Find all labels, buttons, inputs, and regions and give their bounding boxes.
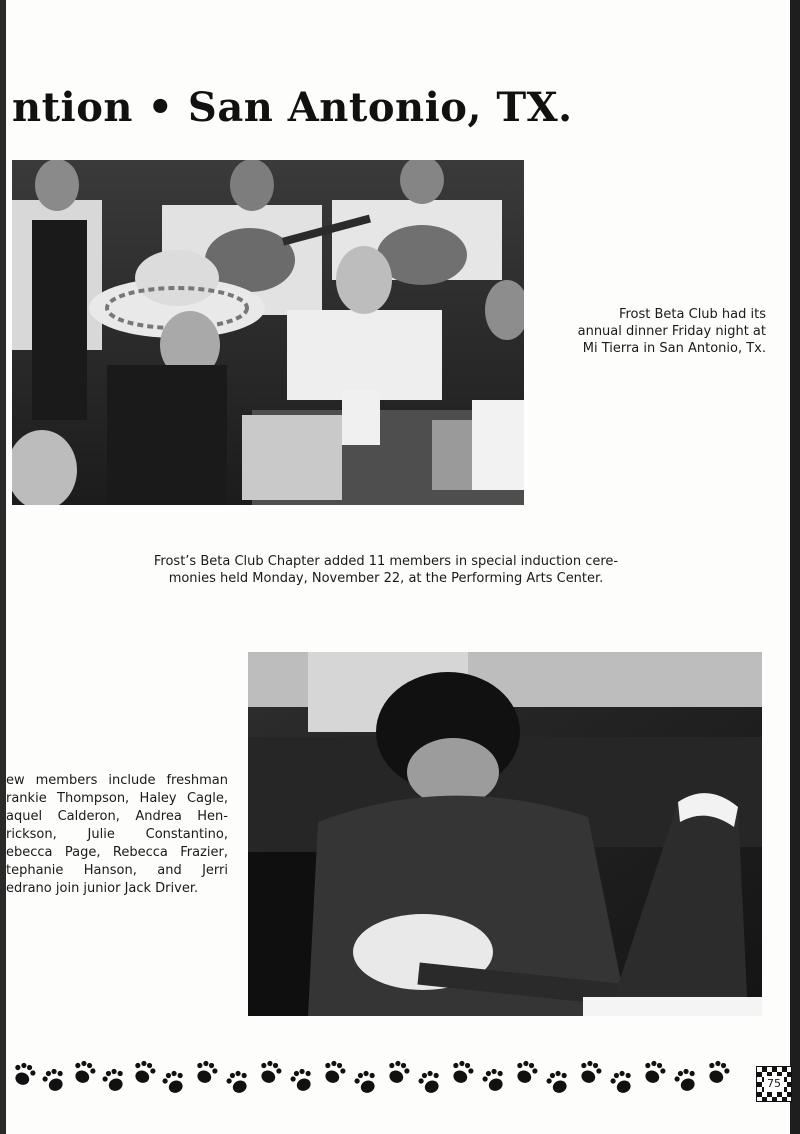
caption-line: aquel Calderon, Andrea Hen- <box>6 809 228 824</box>
page-number-badge <box>756 1066 792 1102</box>
paw-print-border <box>10 1058 750 1098</box>
dinner-photo-image <box>12 160 524 505</box>
page-edge-left <box>0 0 6 1134</box>
caption-line: rickson, Julie Constantino, <box>6 827 228 842</box>
caption-line: monies held Monday, November 22, at the Performing Arts Center. <box>168 571 604 586</box>
guitar-photo <box>248 652 762 1016</box>
caption-line: tephanie Hanson, and Jerri <box>6 863 228 878</box>
caption-line: annual dinner Friday night at <box>577 324 766 339</box>
caption-line: ew members include freshman <box>6 773 228 788</box>
caption-line: Mi Tierra in San Antonio, Tx. <box>582 341 766 356</box>
dinner-caption <box>544 306 766 357</box>
page-number: 75 <box>764 1076 784 1092</box>
caption-line: ebecca Page, Rebecca Frazier, <box>6 845 228 860</box>
page-edge-right <box>790 0 800 1134</box>
caption-line: edrano join junior Jack Driver. <box>6 881 199 896</box>
page-title: ntion • San Antonio, TX. <box>12 84 573 131</box>
guitar-photo-image <box>248 652 762 1016</box>
dinner-photo <box>12 160 524 505</box>
members-caption <box>6 772 228 898</box>
induction-caption <box>118 553 654 587</box>
caption-line: Frost Beta Club had its <box>618 307 766 322</box>
caption-line: rankie Thompson, Haley Cagle, <box>6 791 228 806</box>
caption-line: Frost’s Beta Club Chapter added 11 members in special induction cere- <box>153 554 619 569</box>
